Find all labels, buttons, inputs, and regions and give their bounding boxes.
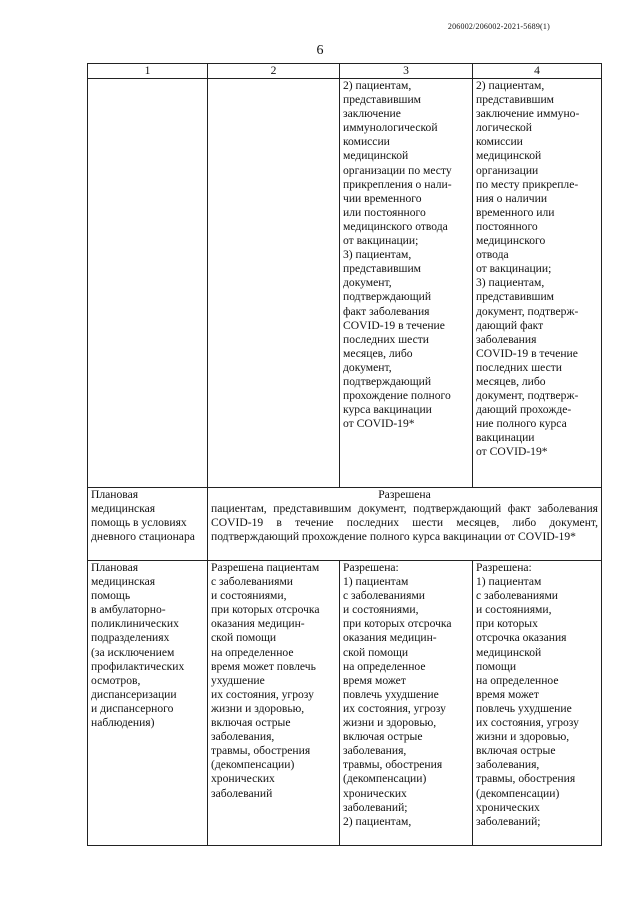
column-header-2: 2 [208,64,340,79]
table-row [88,561,602,846]
table-cell-merged [208,488,602,561]
table-cell: Разрешена: 1) пациентам с заболеваниями и состояниями, при которых отсрочка оказания медицин- ской помощи на определенное время может повлечь ухудшение их состояния, угрозу жизни и здоровью, включая острые заболевания, травмы, обострения (декомпенсации) хронических заболеваний; 2) пациентам, [340,561,473,846]
document-number: 206002/206002-2021-5689(1) [447,22,550,31]
table-cell: Разрешена: 1) пациентам с заболеваниями и состояниями, при которых отсрочка оказания медицинской помощи на определенное время может повлечь ухудшение их состояния, угрозу жизни и здоровью, включая острые заболевания, травмы, обострения (декомпенсации) хронических заболеваний; [473,561,602,846]
table-cell: 2) пациентам, представившим заключение иммуно- логической комиссии медицинской организации по месту прикрепле- ния о наличии временного или постоянного медицинского отвода от вакцинации; 3) пациентам, представившим документ, подтверж- дающий факт заболевания COVID-19 в течение последних шести месяцев, либо документ, подтверж- дающий прохожде- ние полного курса вакцинации от COVID-19* [473,79,602,488]
table-cell: 2) пациентам, представившим заключение иммунологической комиссии медицинской организации по месту прикрепления о нали- чии временного или постоянного медицинского отвода от вакцинации; 3) пациентам, представившим документ, подтверждающий факт заболевания COVID-19 в течение последних шести месяцев, либо документ, подтверждающий прохождение полного курса вакцинации от COVID-19* [340,79,473,488]
page-number: 6 [316,43,324,58]
table-cell [88,79,208,488]
column-header-1: 1 [88,64,208,79]
table-row [88,79,602,488]
regulations-table [87,63,602,846]
merged-cell-text: пациентам, представившим документ, подтверждающий факт заболевания COVID-19 в течение последних шести месяцев, либо документ, подтверждающий прохождение полного курса вакцинации от COVID-19* [211,502,598,544]
table-cell-category: Плановая медицинская помощь в условиях дневного стационара [88,488,208,561]
table-cell-category: Плановая медицинская помощь в амбулаторно- поликлинических подразделениях (за исключением профилактических осмотров, диспансеризации и диспансерного наблюдения) [88,561,208,846]
column-header-4: 4 [473,64,602,79]
table-cell: Разрешена пациентам с заболеваниями и состояниями, при которых отсрочка оказания медицин- ской помощи на определенное время может повлечь ухудшение их состояния, угрозу жизни и здоровью, включая острые заболевания, травмы, обострения (декомпенсации) хронических заболеваний [208,561,340,846]
table-row [88,488,602,561]
merged-cell-title: Разрешена [378,488,431,501]
table-header-row [88,64,602,79]
column-header-3: 3 [340,64,473,79]
table-cell [208,79,340,488]
